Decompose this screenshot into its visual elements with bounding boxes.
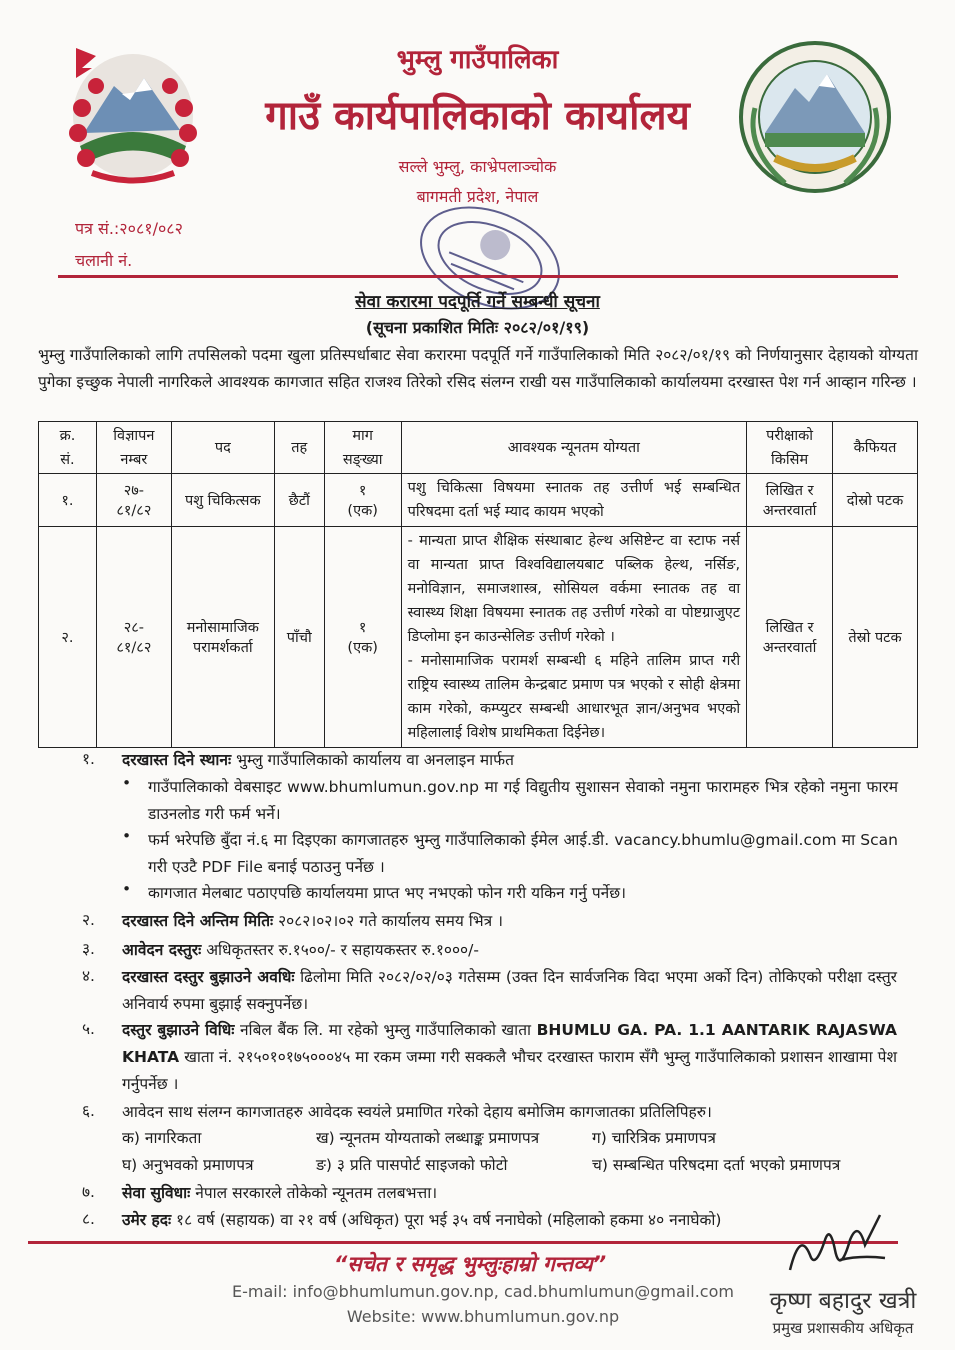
notice-published-date: (सूचना प्रकाशित मितिः २०८२/०१/१९) — [365, 318, 590, 337]
col-header-exam-type: परीक्षाको किसिम — [747, 422, 833, 474]
cell-exam-type: लिखित र अन्तरवार्ता — [747, 474, 833, 527]
footer-motto: “सचेत र समृद्ध भुम्लुःहाम्रो गन्तव्य” — [333, 1252, 607, 1276]
office-title: गाउँ कार्यपालिकाको कार्यालय — [265, 93, 690, 139]
cell-post: मनोसामाजिक परामर्शकर्ता — [171, 527, 274, 748]
notice-page: भुम्लु गाउँपालिका गाउँ कार्यपालिकाको कार्यालय सल्ले भुम्लु, काभ्रेपलाञ्चोक बागमती प्रदेश, नेपाल पत्र सं.:२०८१/०८२ चलानी नं. सेवा करारमा पदपूर्ति गर्ने सम्बन्धी सूचना (सूचना प्रकाशित मितिः २०८२/०१/१९) भुम्लु गाउँपालिकाको लागि तपसिलको पदमा खुला प्रतिस्पर्धाबाट सेवा करारमा पदपूर्ति गर्ने गाउँपालिकाको मिति २०८२/०१/१९ को निर्णयानुसार देहायको योग्यता पुगेका इच्छुक नेपाली नागरिकले आवश्यक कागजात सहित राजश्व तिरेको रसिद संलग्न राखी यस गाउँपालिकाको कार्यालयमा दरखास्त पेश गर्न आव्हान गरिन्छ । क्र. सं. विज्ञापन नम्बर पद तह माग सङ्ख्या आवश्यक न्यूनतम योग्यता परीक्षाको किसिम कैफियत १. २७- ८१/८२ पशु चिकित्सक छैटौं १ (एक) पशु चिकित्सा विषयमा स्नातक तह उत्तीर्ण भई सम्बन्धित परिषदमा दर्ता भई म्याद कायम भएको लिखित र अन्तरवार्ता दोस्रो पटक २. २८- ८१/८२ मनोसामाजिक परामर्शकर्ता पाँचौ १ (एक) - मान्यता प्राप्त शैक्षिक संस्थाबाट हेल्थ असिष्टेन्ट वा स्टाफ नर्स वा मान्यता प्राप्त विश्वविद्यालयबाट पब्लिक हेल्थ, नर्सिङ, मनोविज्ञान, समाजशास्त्र, सोसियल वर्कमा स्नातक तह वा स्वास्थ्य शिक्षा विषयमा स्नातक तह उत्तीर्ण गरेको वा पोष्टग्राजुएट डिप्लोमा इन काउन्सेलिङ उत्तीर्ण गरेको । - मनोसामाजिक परामर्श सम्बन्धी ६ महिने तालिम प्राप्त गरी राष्ट्रिय स्वास्थ्य तालिम केन्द्रबाट प्रमाण पत्र भएको र सोही क्षेत्रमा काम गरेको, कम्प्युटर सम्बन्धी आधारभूत ज्ञान/अनुभव भएको महिलालाई विशेष प्राथमिकता दिईनेछ। लिखित र अन्तरवार्ता तेस्रो पटक १. दरखास्त दिने स्थानः भुम्लु गाउँपालिकाको कार्यालय वा अनलाइन मार्फत • गाउँपालिकाको वेबसाइट www.bhumlumun.gov.np मा गई विद्युतीय सुशासन सेवाको नमुना फारामहरु भित्र रहेको नमुना फारम डाउनलोड गरी फर्म भर्ने। • फर्म भरेपछि बुँदा नं.६ मा दिइएका कागजातहरु भुम्लु गाउँपालिकाको ईमेल आई.डी. vacancy.bhumlu@gmail.com मा Scan गरी एउटै PDF File बनाई पठाउनु पर्नेछ । • कागजात मेलबाट पठाएपछि कार्यालयमा प्राप्त भए नभएको फोन गरी यकिन गर्नु पर्नेछ। २. दरखास्त दिने अन्तिम मितिः २०८२।०२।०२ गते कार्यालय समय भित्र । ३. आवेदन दस्तुरः अधिकृतस्तर रु.१५००/- र सहायकस्तर रु.१०००/- ४. दरखास्त दस्तुर बुझाउने अवधिः ढिलोमा मिति २०८२/०२/०३ गतेसम्म (उक्त दिन सार्वजनिक विदा भएमा अर्को दिन) तोकिएको परीक्षा दस्तुर अनिवार्य रुपमा बुझाई सक्नुपर्नेछ। ५. दस्तुर बुझाउने विधिः नबिल बैंक लि. मा रहेको भुम्लु गाउँपालिकाको खाता BHUMLU GA. PA. 1.1 AANTARIK RAJASWA KHATA खाता नं. २१५०१०१७५०००४५ मा रकम जम्मा गरी सक्कलै भौचर दरखास्त फाराम सँगै भुम्लु गाउँपालिकाको प्रशासन शाखामा पेश गर्नुपर्नेछ । ६. आवेदन साथ संलग्न कागजातहरु आवेदक स्वयंले प्रमाणित गरेको देहाय बमोजिम कागजातका प्रतिलिपिहरु। क) नागरिकता ख) न्यूनतम योग्यताको लब्धाङ्क प्रमाणपत्र ग) चारित्रिक प्रमाणपत्र घ) अनुभवको प्रमाणपत्र ङ) ३ प्रति पासपोर्ट साइजको फोटो च) सम्बन्धित परिषदमा दर्ता भएको प्रमाणपत्र ७. सेवा सुविधाः नेपाल सरकारले तोकेको न्यूनतम तलबभत्ता। ८. उमेर हदः १८ वर्ष (सहायक) वा २१ वर्ष (अधिकृत) पूरा भई ३५ वर्ष ननाघेको (महिलाको हकमा ४० ननाघेको) “सचेत र समृद्ध भुम्लुःहाम्रो गन्तव्य” E-mail: info@bhumlumun.gov.np, cad.bhumlumun@gmail.com Website: www.bhumlumun.gov.np कृष्ण बहादुर खत्री प्रमुख प्रशासकीय अधिकृत — [0, 0, 955, 1350]
col-header-post: पद — [171, 422, 274, 474]
bullet-icon: • — [122, 880, 132, 898]
cell-ad-number: २८- ८१/८२ — [96, 527, 171, 748]
bullet-text: गाउँपालिकाको वेबसाइट www.bhumlumun.gov.np मा गई विद्युतीय सुशासन सेवाको नमुना फारामहरु भित्र रहेको नमुना फारम डाउनलोड गरी फर्म भर्ने। — [148, 778, 898, 823]
table-row — [39, 527, 918, 748]
footer-email: E-mail: info@bhumlumun.gov.np, cad.bhumlumun@gmail.com — [232, 1282, 734, 1301]
col-header-qualification: आवश्यक न्यूनतम योग्यता — [401, 422, 746, 474]
header-divider — [58, 275, 898, 278]
doc-item: च) सम्बन्धित परिषदमा दर्ता भएको प्रमाणपत्र — [592, 1156, 841, 1174]
doc-item: ख) न्यूनतम योग्यताको लब्धाङ्क प्रमाणपत्र — [316, 1129, 540, 1147]
col-header-sn: क्र. सं. — [39, 422, 97, 474]
doc-item: ग) चारित्रिक प्रमाणपत्र — [592, 1129, 716, 1147]
municipality-name: भुम्लु गाउँपालिका — [396, 45, 559, 75]
doc-item: घ) अनुभवको प्रमाणपत्र — [122, 1156, 254, 1174]
bullet-icon: • — [122, 774, 132, 792]
cell-remarks: दोस्रो पटक — [833, 474, 918, 527]
cell-ad-number: २७- ८१/८२ — [96, 474, 171, 527]
col-header-demand: माग सङ्ख्या — [324, 422, 401, 474]
signature-icon — [780, 1210, 890, 1290]
cell-demand: १ (एक) — [324, 474, 401, 527]
cell-demand: १ (एक) — [324, 527, 401, 748]
cell-post: पशु चिकित्सक — [171, 474, 274, 527]
cell-exam-type: लिखित र अन्तरवार्ता — [747, 527, 833, 748]
notice-intro: भुम्लु गाउँपालिकाको लागि तपसिलको पदमा खुला प्रतिस्पर्धाबाट सेवा करारमा पदपूर्ति गर्ने गाउँपालिकाको मिति २०८२/०१/१९ को निर्णयानुसार देहायको योग्यता पुगेका इच्छुक नेपाली नागरिकले आवश्यक कागजात सहित राजश्व तिरेको रसिद संलग्न राखी यस गाउँपालिकाको कार्यालयमा दरखास्त पेश गर्न आव्हान गरिन्छ । — [38, 346, 918, 391]
dispatch-number: चलानी नं. — [75, 251, 133, 270]
signatory-name: कृष्ण बहादुर खत्री — [769, 1288, 917, 1314]
table-row — [39, 474, 918, 527]
footer-website: Website: www.bhumlumun.gov.np — [346, 1307, 620, 1326]
col-header-remarks: कैफियत — [833, 422, 918, 474]
bullet-icon: • — [122, 827, 132, 845]
footer-divider — [28, 1241, 898, 1244]
bullet-text: कागजात मेलबाट पठाएपछि कार्यालयमा प्राप्त भए नभएको फोन गरी यकिन गर्नु पर्नेछ। — [148, 884, 626, 902]
municipality-logo-icon — [735, 38, 895, 196]
bullet-text: फर्म भरेपछि बुँदा नं.६ मा दिइएका कागजातहरु भुम्लु गाउँपालिकाको ईमेल आई.डी. vacancy.bhumlu@gmail.com मा Scan गरी एउटै PDF File बनाई पठाउनु पर्नेछ । — [148, 831, 898, 876]
vacancy-table — [38, 421, 918, 748]
cell-sn: २. — [39, 527, 97, 748]
cell-qualification: पशु चिकित्सा विषयमा स्नातक तह उत्तीर्ण भई सम्बन्धित परिषदमा दर्ता भई म्याद कायम भएको — [401, 474, 746, 527]
cell-remarks: तेस्रो पटक — [833, 527, 918, 748]
office-address-line1: सल्ले भुम्लु, काभ्रेपलाञ्चोक — [398, 157, 557, 176]
doc-item: क) नागरिकता — [122, 1129, 202, 1147]
table-header-row — [39, 422, 918, 474]
cell-sn: १. — [39, 474, 97, 527]
col-header-ad-number: विज्ञापन नम्बर — [96, 422, 171, 474]
cell-level: छैटौं — [274, 474, 324, 527]
notice-title: सेवा करारमा पदपूर्ति गर्ने सम्बन्धी सूचना — [355, 292, 600, 312]
office-address-line2: बागमती प्रदेश, नेपाल — [416, 187, 539, 206]
letter-ref-number: पत्र सं.:२०८१/०८२ — [75, 219, 183, 238]
col-header-level: तह — [274, 422, 324, 474]
cell-level: पाँचौ — [274, 527, 324, 748]
signatory-title: प्रमुख प्रशासकीय अधिकृत — [772, 1319, 914, 1337]
cell-qualification: - मान्यता प्राप्त शैक्षिक संस्थाबाट हेल्थ असिष्टेन्ट वा स्टाफ नर्स वा मान्यता प्राप्त विश्वविद्यालयबाट पब्लिक हेल्थ, नर्सिङ, मनोविज्ञान, समाजशास्त्र, सोसियल वर्कमा स्नातक तह वा स्वास्थ्य शिक्षा विषयमा स्नातक तह उत्तीर्ण गरेको वा पोष्टग्राजुएट डिप्लोमा इन काउन्सेलिङ उत्तीर्ण गरेको । - मनोसामाजिक परामर्श सम्बन्धी ६ महिने तालिम प्राप्त गरी राष्ट्रिय स्वास्थ्य तालिम केन्द्रबाट प्रमाण पत्र भएको र सोही क्षेत्रमा काम गरेको, कम्प्युटर सम्बन्धी आधारभूत ज्ञान/अनुभव भएको महिलालाई विशेष प्राथमिकता दिईनेछ। — [401, 527, 746, 748]
doc-item: ङ) ३ प्रति पासपोर्ट साइजको फोटो — [316, 1156, 508, 1174]
